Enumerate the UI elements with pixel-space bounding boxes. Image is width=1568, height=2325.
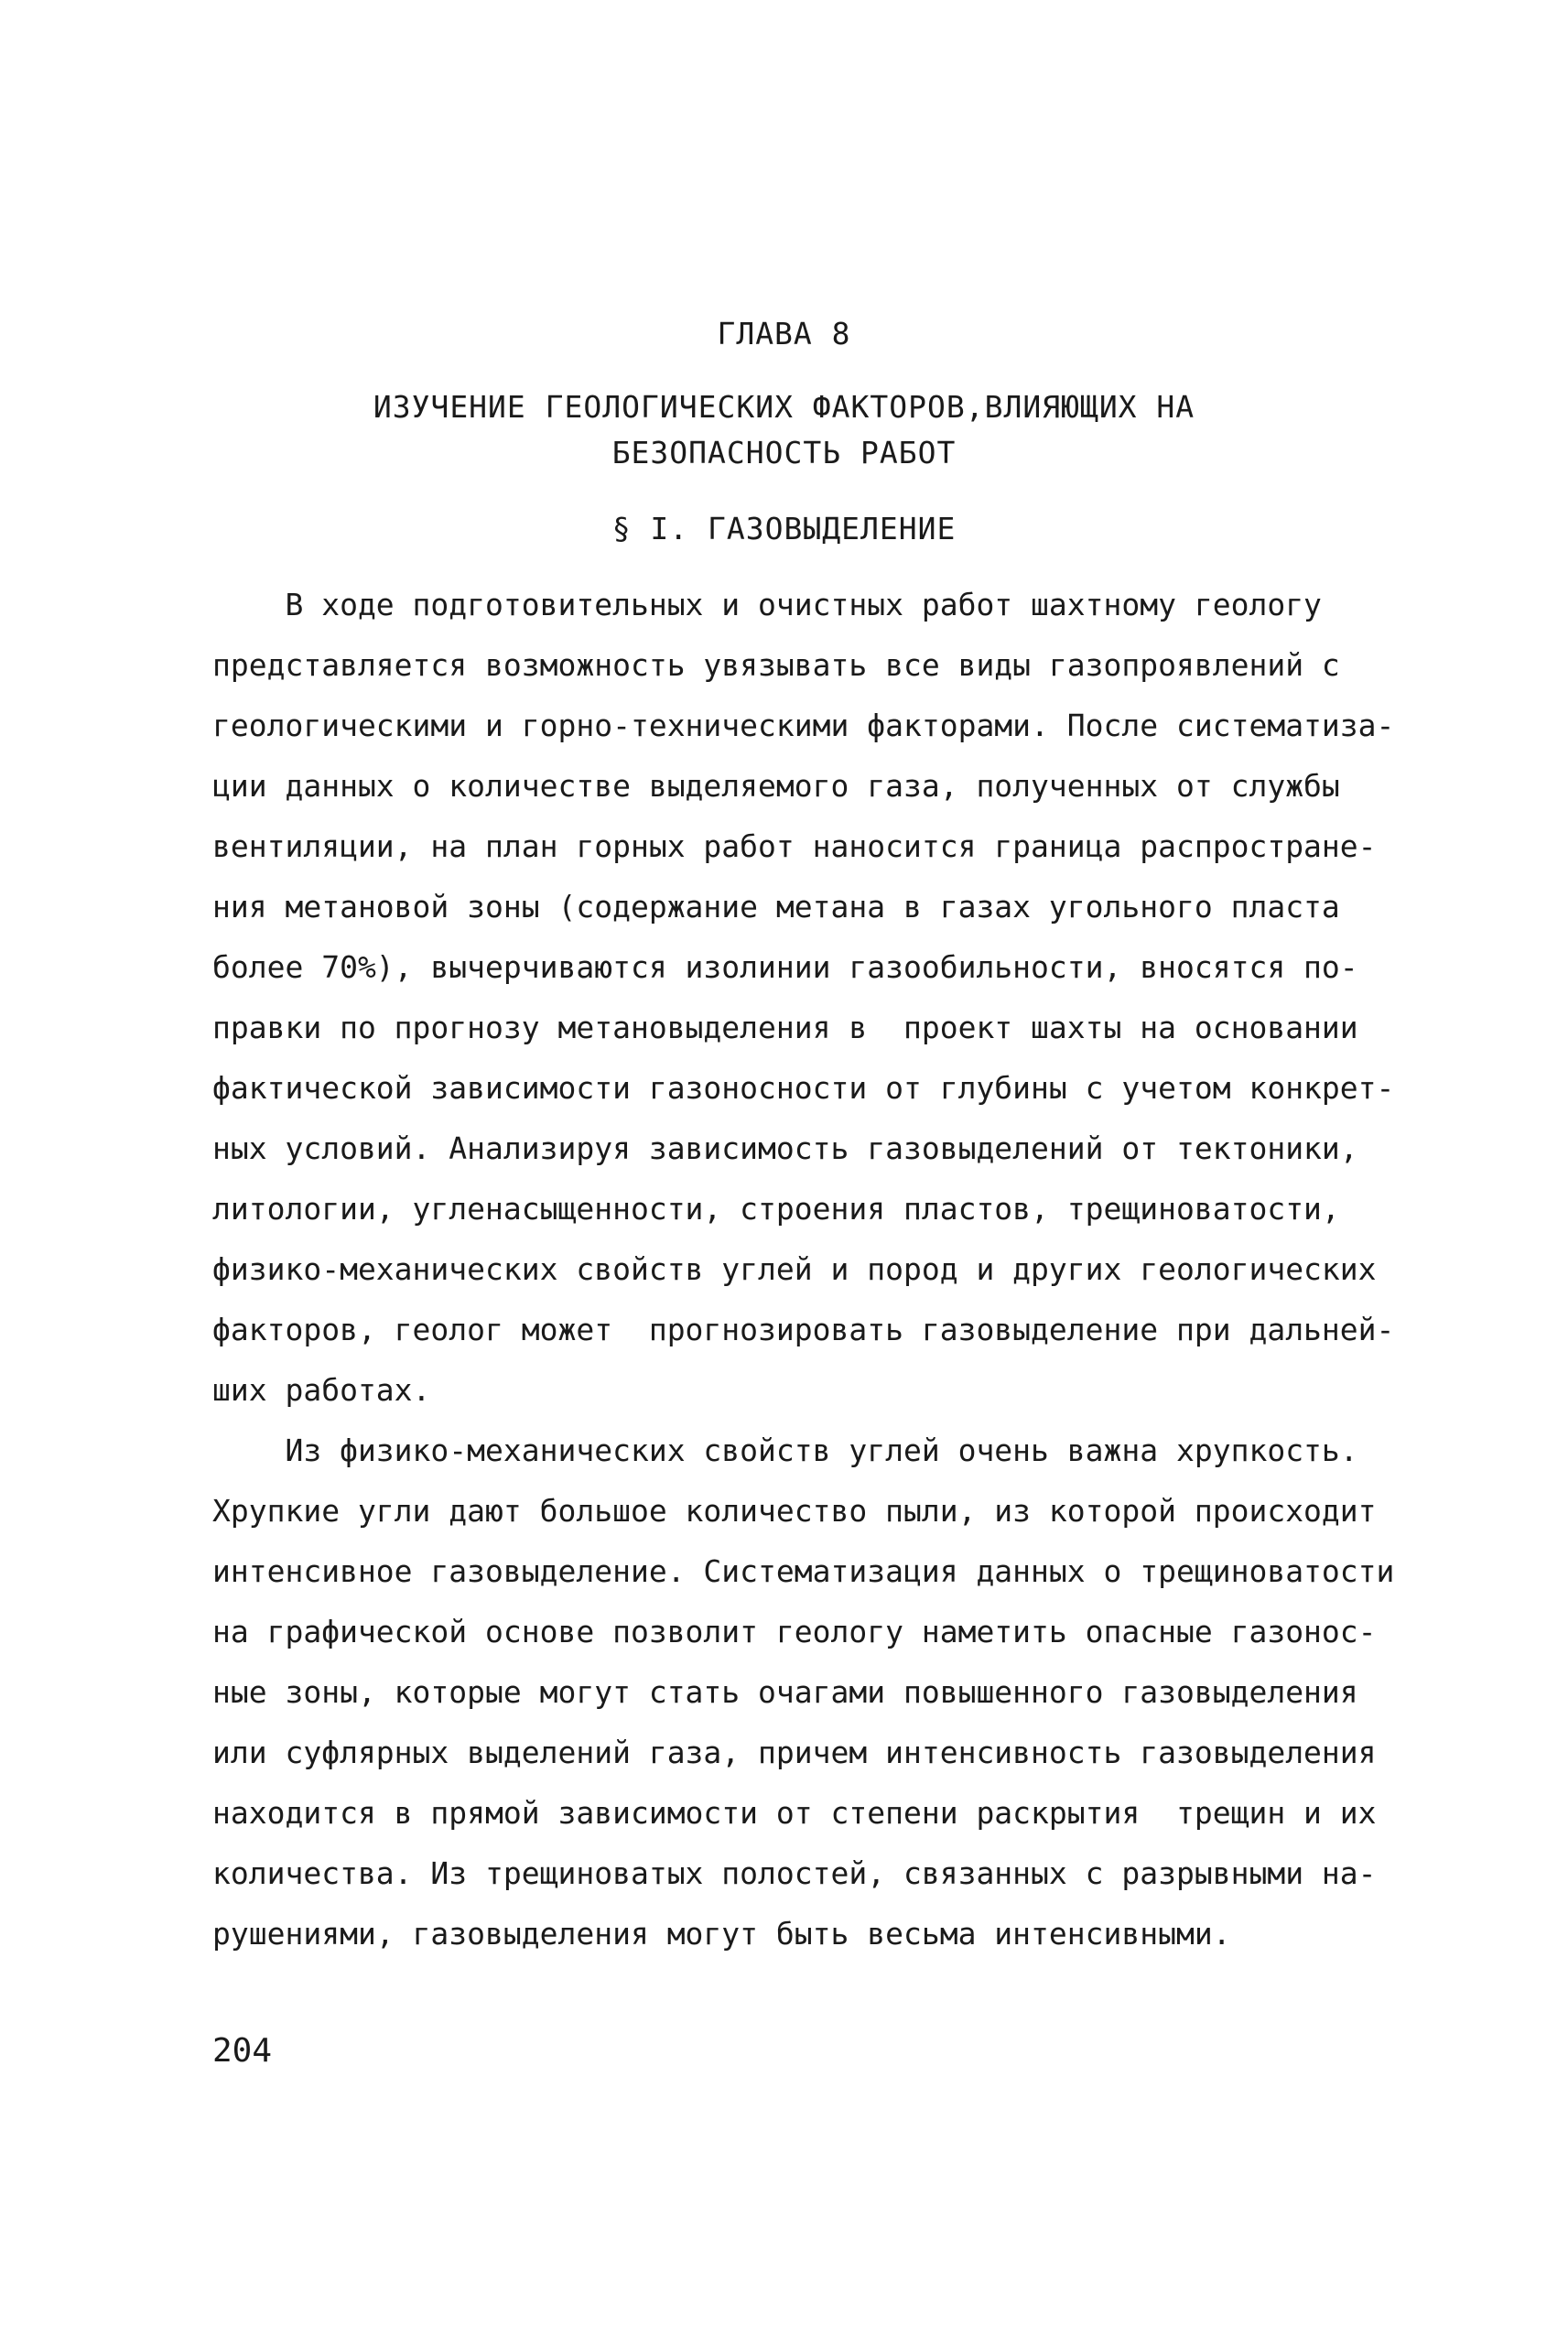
paragraph-line: или суфлярных выделений газа, причем интенсивность газовыделения (212, 1735, 1377, 1770)
paragraph-line: находится в прямой зависимости от степени раскрытия трещин и их (212, 1795, 1377, 1831)
chapter-title-line-1: ИЗУЧЕНИЕ ГЕОЛОГИЧЕСКИХ ФАКТОРОВ,ВЛИЯЮЩИХ НА (373, 389, 1195, 425)
paragraph-line: представляется возможность увязывать все виды газопроявлений с (212, 647, 1340, 683)
paragraph-line: ные зоны, которые могут стать очагами повышенного газовыделения (212, 1674, 1358, 1710)
paragraph-line: правки по прогнозу метановыделения в проект шахты на основании (212, 1010, 1358, 1045)
paragraph-line: литологии, угленасыщенности, строения пластов, трещиноватости, (212, 1191, 1340, 1227)
paragraph-2 (212, 1421, 1402, 1964)
paragraph-line: рушениями, газовыделения могут быть весьма интенсивными. (212, 1916, 1231, 1952)
paragraph-line: факторов, геолог может прогнозировать газовыделение при дальней- (212, 1312, 1395, 1347)
paragraph-line: интенсивное газовыделение. Систематизация данных о трещиноватости (212, 1553, 1395, 1589)
paragraph-line: В ходе подготовительных и очистных работ шахтному геологу (212, 587, 1322, 622)
page-number: 204 (212, 2032, 273, 2070)
paragraph-line: более 70%), вычерчиваются изолинии газообильности, вносятся по- (212, 949, 1358, 985)
paragraph-line: вентиляции, на план горных работ наносится граница распростране- (212, 828, 1377, 864)
paragraph-line: геологическими и горно-техническими факторами. После систематиза- (212, 708, 1395, 743)
paragraph-line: Хрупкие угли дают большое количество пыли, из которой происходит (212, 1493, 1377, 1529)
paragraph-line: Из физико-механических свойств углей очень важна хрупкость. (212, 1433, 1358, 1468)
paragraph-1 (212, 575, 1402, 1421)
chapter-label: ГЛАВА 8 (717, 316, 851, 351)
paragraph-line: фактической зависимости газоносности от глубины с учетом конкрет- (212, 1070, 1395, 1106)
paragraph-line: физико-механических свойств углей и пород и других геологических (212, 1251, 1377, 1287)
chapter-title-line-2: БЕЗОПАСНОСТЬ РАБОТ (611, 435, 957, 470)
section-title: § I. ГАЗОВЫДЕЛЕНИЕ (611, 511, 957, 546)
paragraph-line: количества. Из трещиноватых полостей, связанных с разрывными на- (212, 1855, 1377, 1891)
paragraph-line: ших работах. (212, 1372, 431, 1408)
paragraph-line: ния метановой зоны (содержание метана в газах угольного пласта (212, 889, 1340, 925)
paragraph-line: ции данных о количестве выделяемого газа, полученных от службы (212, 768, 1340, 804)
paragraph-line: на графической основе позволит геологу наметить опасные газонос- (212, 1614, 1377, 1649)
paragraph-line: ных условий. Анализируя зависимость газовыделений от тектоники, (212, 1130, 1358, 1166)
